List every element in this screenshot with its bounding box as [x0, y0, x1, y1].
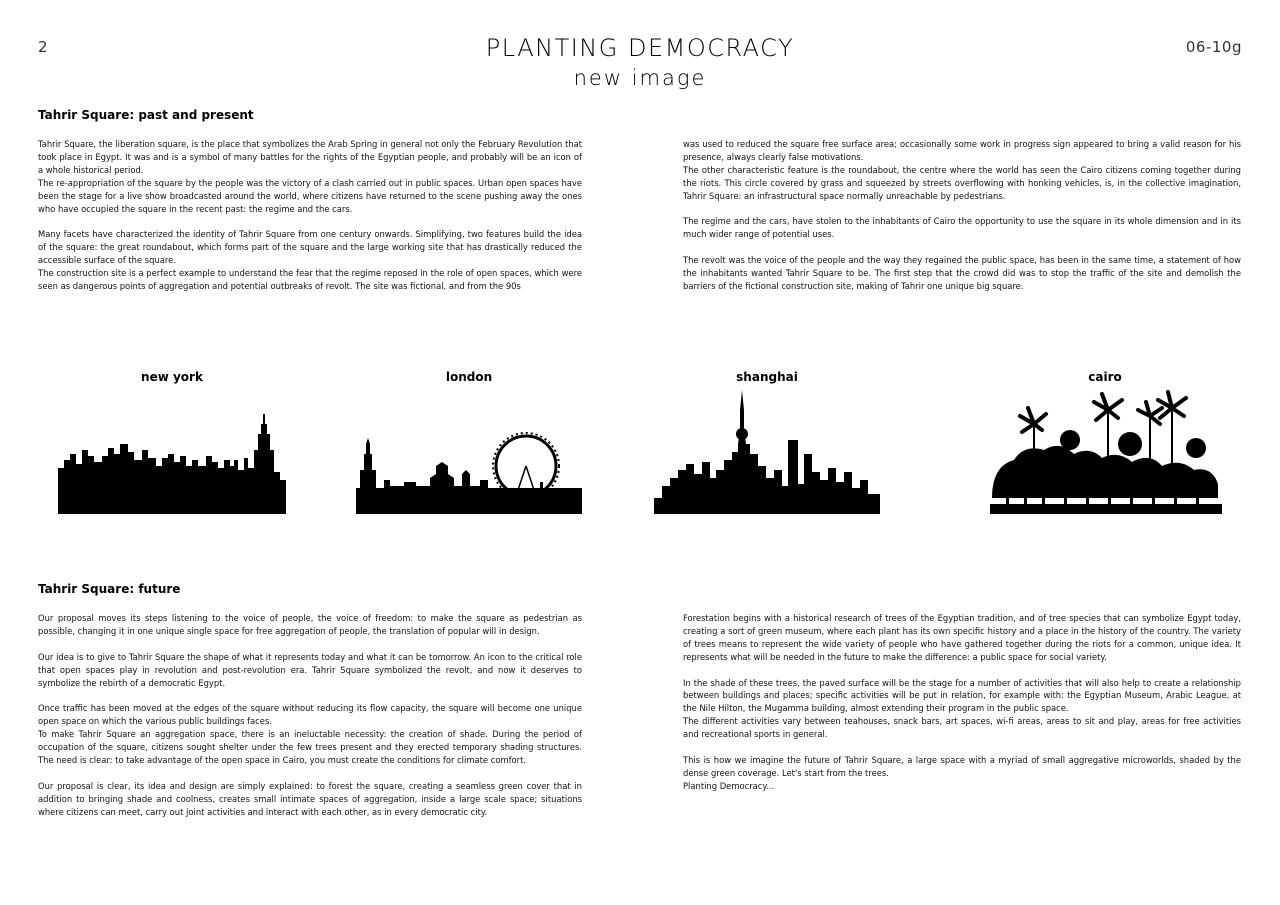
paragraph: Our proposal moves its steps listening to the voice of people, the voice of freedom: to make the square as pedestrian as possible, changing it in one unique single space for free aggregation of people, the translation of popular will in design. [38, 613, 582, 636]
city-label-new-york: new york [141, 370, 203, 384]
city-label-london: london [445, 370, 493, 384]
page-number: 2 [38, 38, 48, 56]
paragraph: Tahrir Square, the liberation square, is the place that symbolizes the Arab Spring in general not only the February Revolution that took place in Egypt. It was and is a symbol of many battles for the rights of the Egyptian people, and probably will be an icon of a whole historical period. [38, 139, 582, 175]
new-york-skyline-image [58, 410, 286, 514]
paragraph: Our idea is to give to Tahrir Square the shape of what it represents today and what it can be tomorrow. An icon to the critical role that open spaces play in revolution and post-revolution era. Tahrir Square symbolized the revolt, and now it deserves to symbolize the rebirth of a democratic Egypt. [38, 651, 582, 688]
paragraph: Forestation begins with a historical research of trees of the Egyptian tradition, and of tree species that can symbolize Egypt today, creating a sort of green museum, where each plant has its own specific history and a place in the history of the country. The variety of trees means to represent the wide variety of people who have gathered together during the riots for a common, unique idea. It represents what will be needed in the future to make the difference: a public space for social variety. [683, 613, 1241, 662]
cairo-trees-image [990, 388, 1222, 514]
page-title: PLANTING DEMOCRACY [485, 34, 795, 62]
section-heading-future: Tahrir Square: future [38, 582, 181, 596]
paragraph: Planting Democracy... [683, 780, 775, 791]
city-label-shanghai: shanghai [736, 370, 798, 384]
document-code: 06-10g [1185, 38, 1242, 56]
paragraph: was used to reduced the square free surface area; occasionally some work in progress sign appeared to bring a valid reason for his presence, always clearly false motivations. [683, 139, 1241, 162]
paragraph: In the shade of these trees, the paved surface will be the stage for a number of activities that will also help to create a relationship between buildings and places; specific activities will be put in relation, for example with: the Egyptian Museum, Arabic League, at the Nile Hilton, the Mugamma building, almost extending their program in the public space. [683, 677, 1241, 714]
paragraph: Many facets have characterized the identity of Tahrir Square from one century onwards. Simplifying, two features build the idea of the square: the great roundabout, which forms part of the square and the large working site that has drastically reduced the accessible surface of the square. [38, 229, 582, 266]
future-right-column [683, 612, 1241, 793]
paragraph: The revolt was the voice of the people and the way they regained the public space, has been in the same time, a statement of how the inhabitants wanted Tahrir Square to be. The first step that the crowd did was to stop the traffic of the site and demolish the barriers of the fictional construction site, making of Tahrir one unique big square. [683, 255, 1241, 291]
section-heading-past: Tahrir Square: past and present [38, 108, 254, 122]
future-left-column [38, 612, 582, 818]
paragraph: To make Tahrir Square an aggregation space, there is an ineluctable necessity: the creation of shade. During the period of occupation of the square, citizens sought shelter under the few trees present and they erected temporary shading structures. The need is clear: to take advantage of the open space in Cairo, you must create the conditions for climate comfort. [38, 729, 582, 765]
paragraph: The different activities vary between teahouses, snack bars, art spaces, wi-fi areas, areas to sit and play, areas for free activities and recreational sports in general. [683, 716, 1241, 740]
paragraph: Once traffic has been moved at the edges of the square without reducing its flow capacity, the square will become one unique open space on which the various public buildings faces. [38, 703, 582, 727]
shanghai-skyline-image [654, 390, 880, 514]
page-subtitle: new image [573, 66, 707, 90]
paragraph: This is how we imagine the future of Tahrir Square, a large space with a myriad of small aggregative microworlds, shaded by the dense green coverage. Let's start from the trees. [683, 754, 1241, 778]
paragraph: The regime and the cars, have stolen to the inhabitants of Cairo the opportunity to use the square in its whole dimension and in its much wider range of potential uses. [683, 216, 1241, 240]
paragraph: The other characteristic feature is the roundabout, the centre where the world has seen the Cairo citizens coming together during the riots. This circle covered by grass and squeezed by streets overflowing with honking vehicles, is, in the collective imagination, Tahrir Square: an infrastructural space normally unreachable by pedestrians. [683, 164, 1241, 201]
paragraph: The re-appropriation of the square by the people was the victory of a clash carried out in public spaces. Urban open spaces have been the stage for a live show broadcasted around the world, where citizens have returned to the scene pushing away the ones who have occupied the square in the recent past: the regime and the cars. [38, 177, 582, 214]
london-skyline-image [356, 430, 582, 514]
past-left-column [38, 138, 582, 293]
paragraph: Our proposal is clear, its idea and design are simply explained: to forest the square, creating a seamless green cover that in addition to bringing shade and coolness, creates small intimate spaces of aggregation, inside a large scale space; situations where citizens can meet, carry out joint activities and interact with each other, as in every democratic city. [38, 780, 582, 817]
past-right-column [683, 138, 1241, 293]
paragraph: The construction site is a perfect example to understand the fear that the regime reposed in the role of open spaces, which were seen as dangerous points of aggregation and potential outbreaks of revolt. The site was fictional, and from the 90s [38, 268, 582, 291]
city-label-cairo: cairo [1088, 370, 1122, 384]
